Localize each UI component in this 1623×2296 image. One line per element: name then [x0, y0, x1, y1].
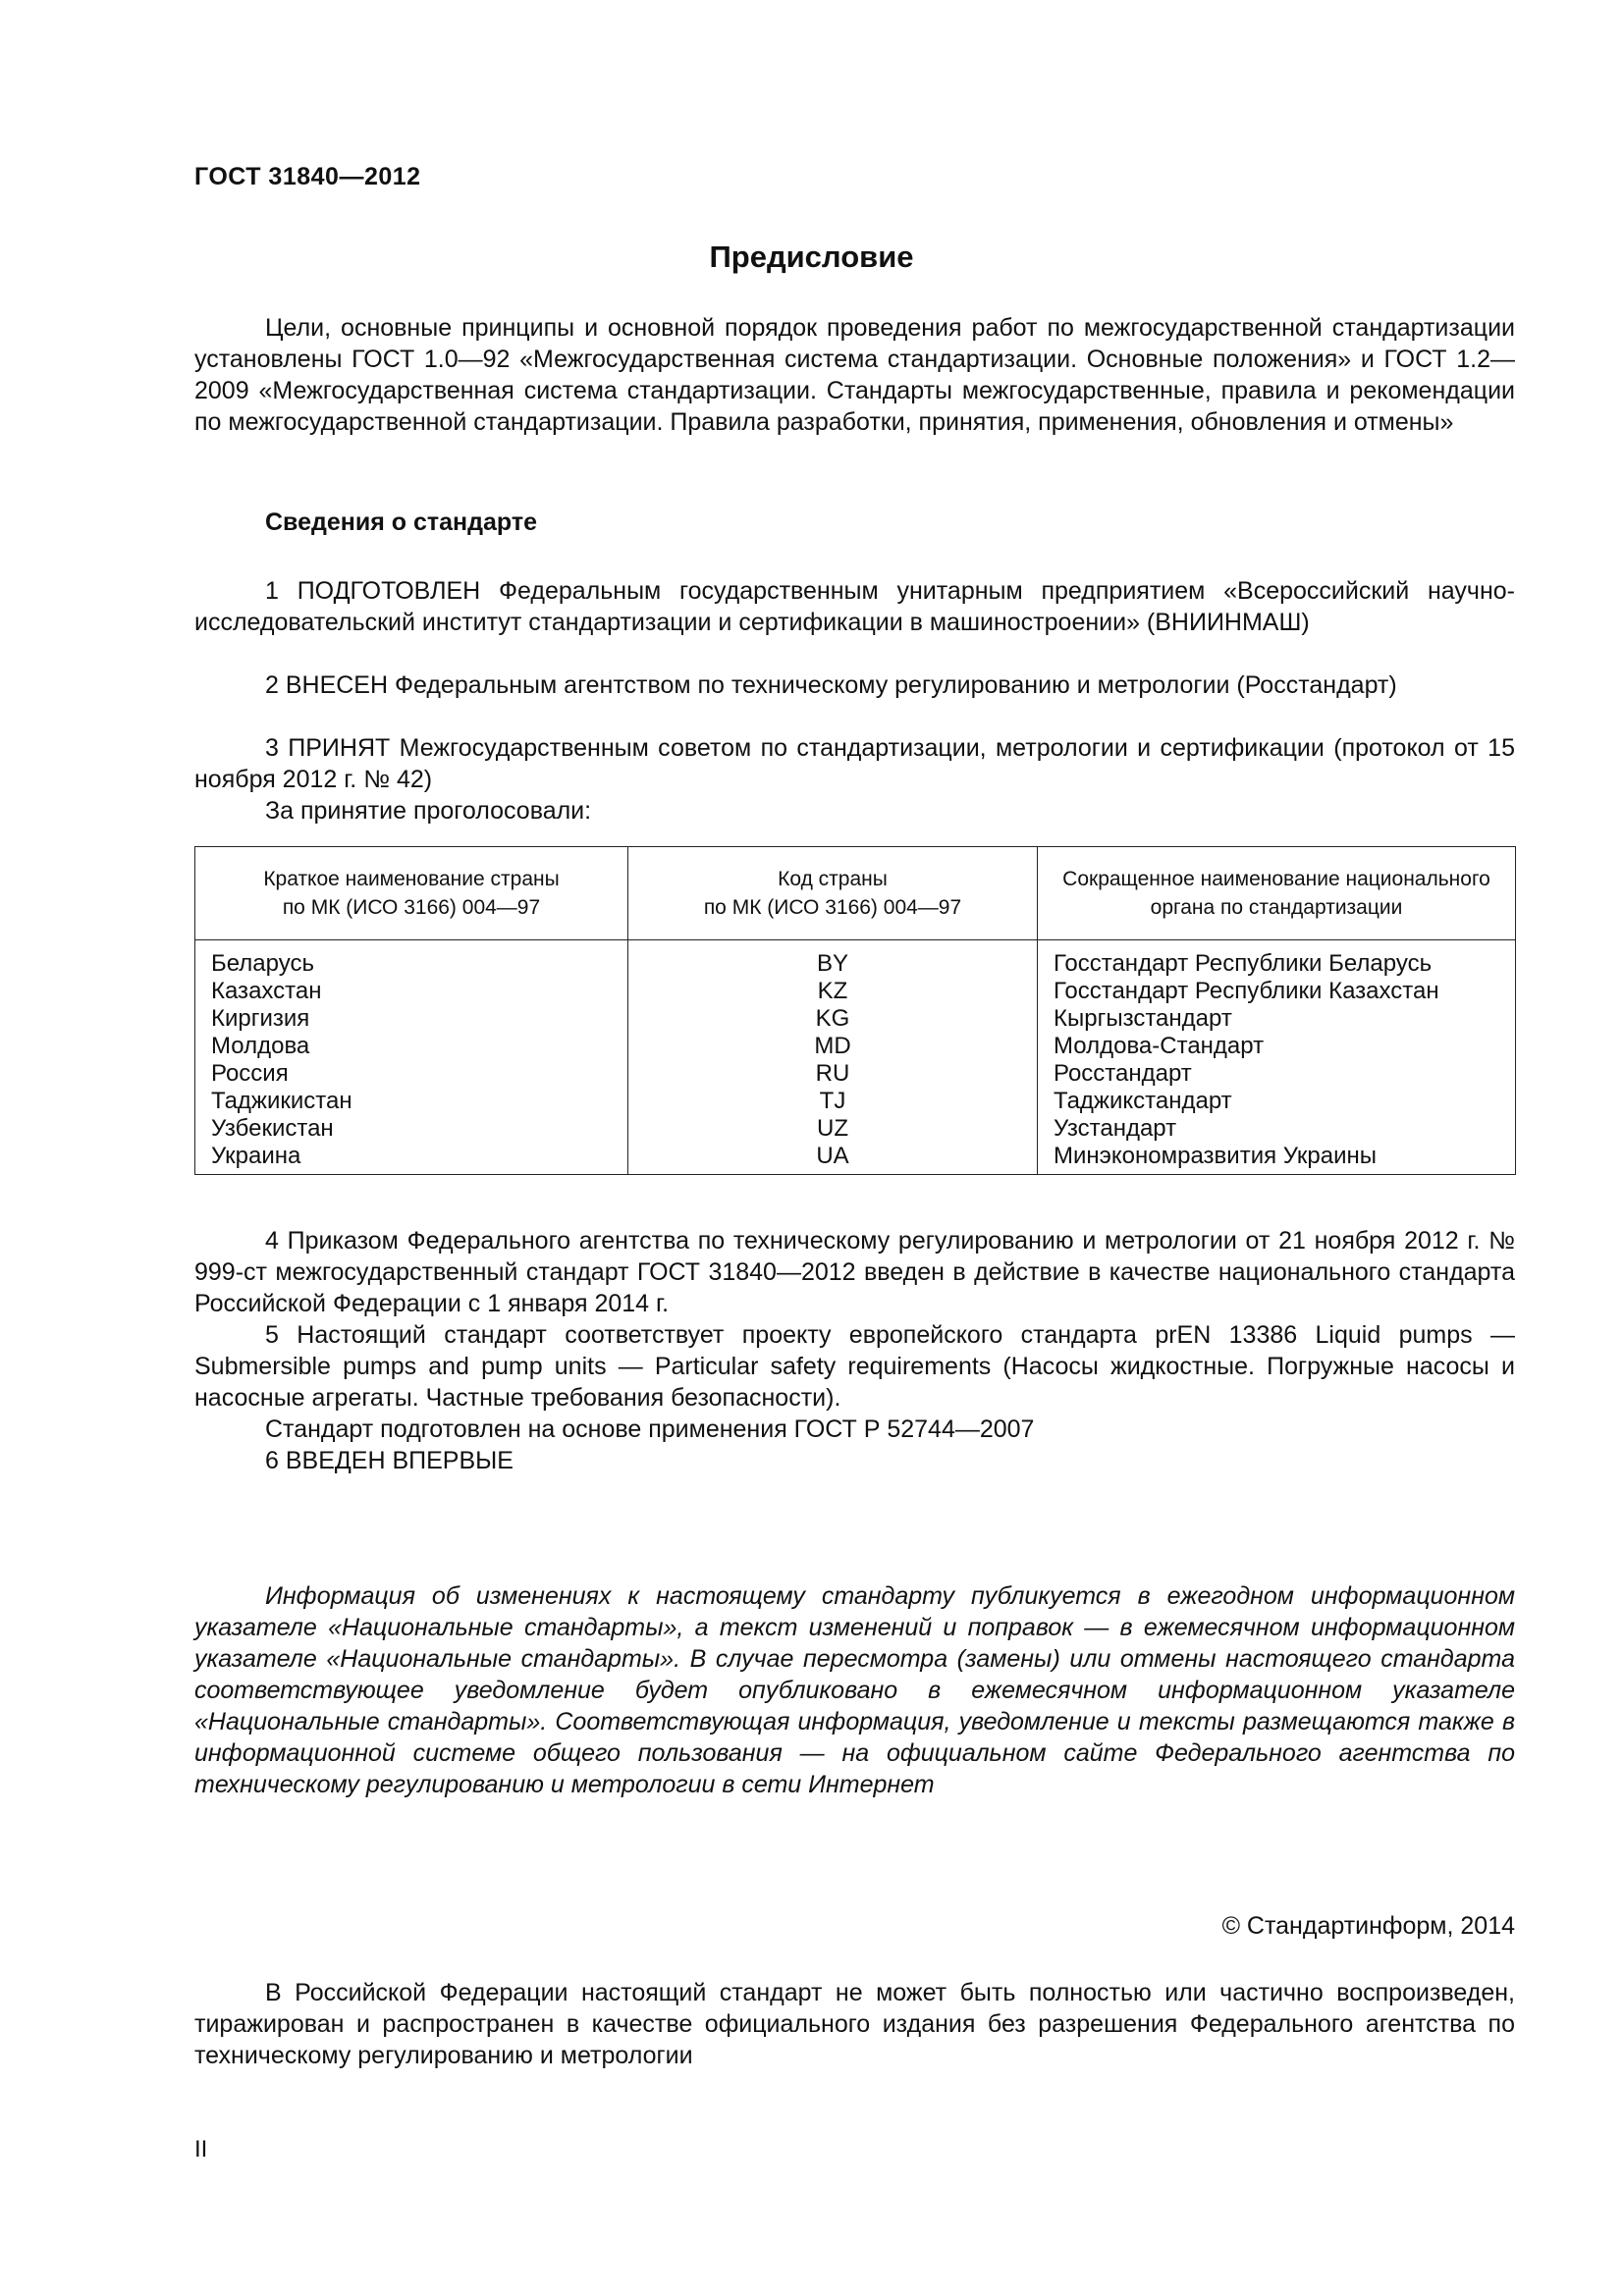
- standards-body: Молдова-Стандарт: [1054, 1033, 1265, 1059]
- item-1-prepared: 1 ПОДГОТОВЛЕН Федеральным государственным унитарным предприятием «Всероссийский научно-исследовательский институт стандартизации и сертификации в машиностроении» (ВНИИНМАШ): [194, 577, 1515, 636]
- country-code: UZ: [817, 1115, 848, 1142]
- table-header-row: [195, 847, 1516, 940]
- item-4-order: 4 Приказом Федерального агентства по техническому регулированию и метрологии от 21 ноября 2012 г. № 999-ст межгосударственный стандарт ГОСТ 31840—2012 введен в действие в качестве национального стандарта Российской Федерации с 1 января 2014 г.: [194, 1227, 1515, 1317]
- country-name: Украина: [211, 1143, 301, 1169]
- copyright: © Стандартинформ, 2014: [1221, 1912, 1515, 1940]
- item-3-adopted: 3 ПРИНЯТ Межгосударственным советом по стандартизации, метрологии и сертификации (протокол от 15 ноября 2012 г. № 42): [194, 734, 1515, 793]
- country-code: RU: [815, 1060, 850, 1087]
- country-names-column: [195, 940, 628, 1175]
- country-code: UA: [816, 1143, 849, 1169]
- standards-body: Узстандарт: [1054, 1115, 1177, 1142]
- reproduction-notice: В Российской Федерации настоящий стандарт не может быть полностью или частично воспроизведен, тиражирован и распространен в качестве официального издания без разрешения Федерального агентства по техническому регулированию и метрологии: [194, 1979, 1515, 2069]
- item-5-note: Стандарт подготовлен на основе применения ГОСТ Р 52744—2007: [265, 1415, 1035, 1443]
- country-name: Молдова: [211, 1033, 310, 1059]
- section-heading: Сведения о стандарте: [265, 508, 538, 536]
- country-code: MD: [814, 1033, 851, 1059]
- country-codes-column: [628, 940, 1038, 1175]
- country-name: Таджикистан: [211, 1088, 352, 1114]
- standards-body: Госстандарт Республики Беларусь: [1054, 950, 1433, 977]
- page-number: II: [194, 2136, 208, 2163]
- standards-body: Госстандарт Республики Казахстан: [1054, 978, 1439, 1004]
- country-name: Казахстан: [211, 978, 322, 1004]
- country-name: Киргизия: [211, 1005, 310, 1032]
- country-code: TJ: [819, 1088, 846, 1114]
- standards-body: Росстандарт: [1054, 1060, 1192, 1087]
- standards-body: Таджикстандарт: [1054, 1088, 1232, 1114]
- item-6-first-introduced: 6 ВВЕДЕН ВПЕРВЫЕ: [265, 1447, 514, 1474]
- standards-body: Минэкономразвития Украины: [1054, 1143, 1378, 1169]
- standards-body: Кыргызстандарт: [1054, 1005, 1232, 1032]
- header-standards-body: Сокращенное наименование национального органа по стандартизации: [1038, 847, 1516, 940]
- country-name: Узбекистан: [211, 1115, 334, 1142]
- table-body-row: [195, 940, 1516, 1175]
- standards-bodies-column: [1038, 940, 1516, 1175]
- country-name: Россия: [211, 1060, 289, 1087]
- country-code: KZ: [817, 978, 848, 1004]
- country-name: Беларусь: [211, 950, 314, 977]
- country-code: KG: [815, 1005, 850, 1032]
- voted-label: За принятие проголосовали:: [265, 797, 592, 825]
- header-country-name: Краткое наименование страны по МК (ИСО 3166) 004—97: [195, 847, 628, 940]
- intro-paragraph: Цели, основные принципы и основной порядок проведения работ по межгосударственной стандартизации установлены ГОСТ 1.0—92 «Межгосударственная система стандартизации. Основные положения» и ГОСТ 1.2—2009 «Межгосударственная система стандартизации. Стандарты межгосударственные, правила и рекомендации по межгосударственной стандартизации. Правила разработки, принятия, применения, обновления и отмены»: [194, 314, 1515, 436]
- amendments-info: Информация об изменениях к настоящему стандарту публикуется в ежегодном информационном указателе «Национальные стандарты», а текст изменений и поправок — в ежемесячном информационном указателе «Национальные стандарты». В случае пересмотра (замены) или отмены настоящего стандарта соответствующее уведомление будет опубликовано в ежемесячном информационном указателе «Национальные стандарты». Соответствующая информация, уведомление и тексты размещаются также в информационной системе общего пользования — на официальном сайте Федерального агентства по техническому регулированию и метрологии в сети Интернет: [194, 1582, 1515, 1798]
- header-country-code: Код страны по МК (ИСО 3166) 004—97: [628, 847, 1038, 940]
- document-code: ГОСТ 31840—2012: [194, 163, 421, 190]
- voting-table: [194, 846, 1516, 1175]
- item-5-conformity: 5 Настоящий стандарт соответствует проекту европейского стандарта prEN 13386 Liquid pumps — Submersible pumps and pump units — Particular safety requirements (Насосы жидкостные. Погружные насосы и насосные агрегаты. Частные требования безопасности).: [194, 1321, 1515, 1412]
- country-code: BY: [816, 950, 848, 977]
- item-2-introduced: 2 ВНЕСЕН Федеральным агентством по техническому регулированию и метрологии (Росстандарт): [265, 671, 1397, 699]
- page-title: Предисловие: [709, 240, 914, 274]
